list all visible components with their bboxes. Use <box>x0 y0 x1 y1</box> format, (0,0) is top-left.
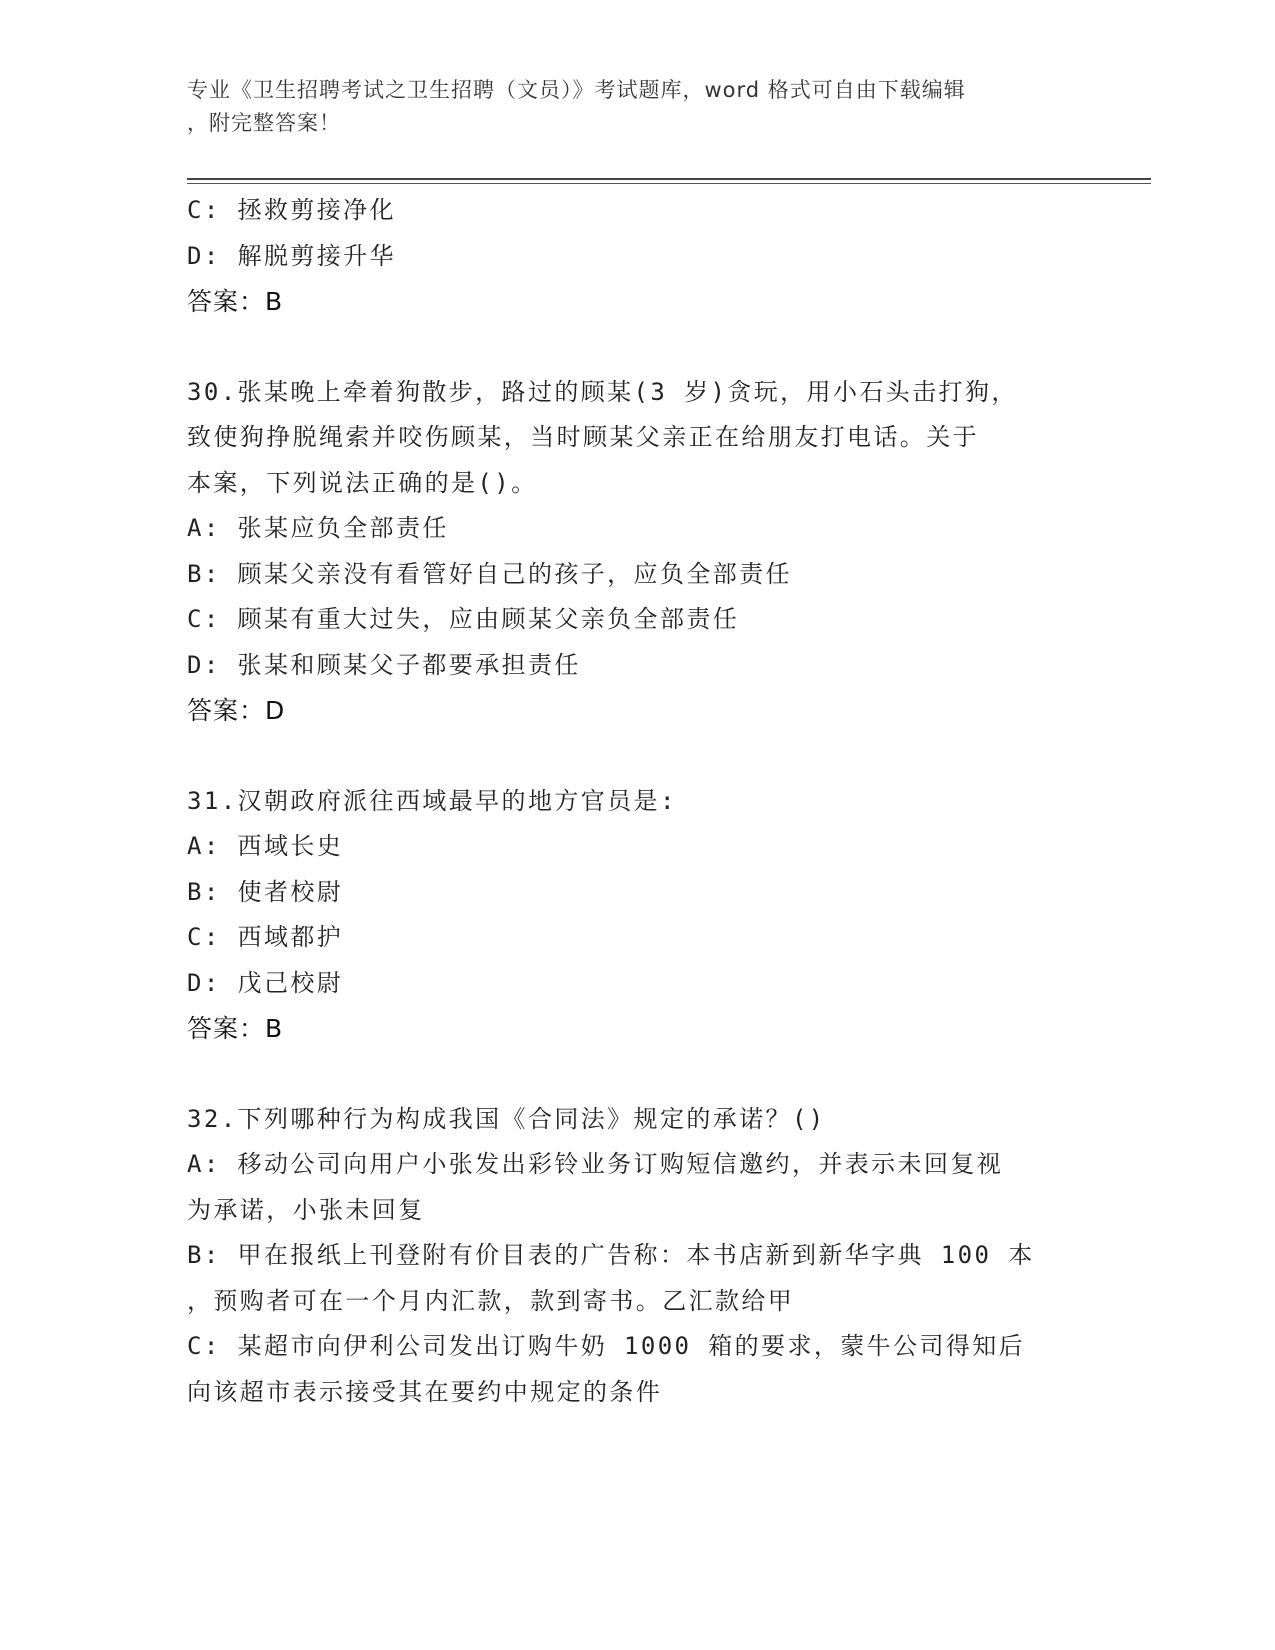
header-divider-thin <box>187 183 1151 184</box>
header-line-2: ，附完整答案！ <box>187 111 341 135</box>
answer-line: 答案：D <box>187 696 286 725</box>
option-a-line: A: 移动公司向用户小张发出彩铃业务订购短信邀约，并表示未回复视 <box>187 1150 1004 1178</box>
option-a: A: 西域长史 <box>187 832 344 860</box>
question-29-tail <box>187 188 1087 325</box>
question-text-line: 致使狗挣脱绳索并咬伤顾某，当时顾某父亲正在给朋友打电话。关于 <box>187 423 979 451</box>
header-line-1: 专业《卫生招聘考试之卫生招聘（文员）》考试题库，word 格式可自由下载编辑 <box>187 78 966 102</box>
question-text-line: 本案，下列说法正确的是()。 <box>187 468 538 497</box>
option-d: D: 张某和顾某父子都要承担责任 <box>187 650 581 679</box>
option-b: B: 使者校尉 <box>187 877 344 906</box>
answer-line: 答案：B <box>187 287 284 316</box>
option-d: D: 戊己校尉 <box>187 968 344 997</box>
question-content <box>187 188 1087 1460</box>
document-header <box>187 74 1067 140</box>
option-c-line: C: 某超市向伊利公司发出订购牛奶 1000 箱的要求，蒙牛公司得知后 <box>187 1332 1026 1360</box>
option-d: D: 解脱剪接升华 <box>187 241 396 270</box>
option-b-line: B: 甲在报纸上刊登附有价目表的广告称：本书店新到新华字典 100 本 <box>187 1241 1035 1269</box>
option-c: C: 西域都护 <box>187 923 344 951</box>
option-a: A: 张某应负全部责任 <box>187 514 449 542</box>
question-text-line: 30.张某晚上牵着狗散步，路过的顾某(3 岁)贪玩，用小石头击打狗， <box>187 377 1018 406</box>
header-divider-thick <box>187 178 1151 180</box>
option-b-line: ，预购者可在一个月内汇款，款到寄书。乙汇款给甲 <box>187 1286 795 1315</box>
question-text-line: 31.汉朝政府派往西域最早的地方官员是: <box>187 786 677 815</box>
answer-line: 答案：B <box>187 1014 284 1043</box>
question-30 <box>187 370 1087 734</box>
option-b: B: 顾某父亲没有看管好自己的孩子，应负全部责任 <box>187 559 792 588</box>
question-31 <box>187 779 1087 1052</box>
option-c-line: 向该超市表示接受其在要约中规定的条件 <box>187 1377 663 1406</box>
option-c: C: 顾某有重大过失，应由顾某父亲负全部责任 <box>187 605 740 633</box>
option-a-line: 为承诺，小张未回复 <box>187 1195 425 1224</box>
question-text-line: 32.下列哪种行为构成我国《合同法》规定的承诺？() <box>187 1104 826 1133</box>
option-c: C: 拯救剪接净化 <box>187 196 396 224</box>
question-32 <box>187 1097 1087 1416</box>
